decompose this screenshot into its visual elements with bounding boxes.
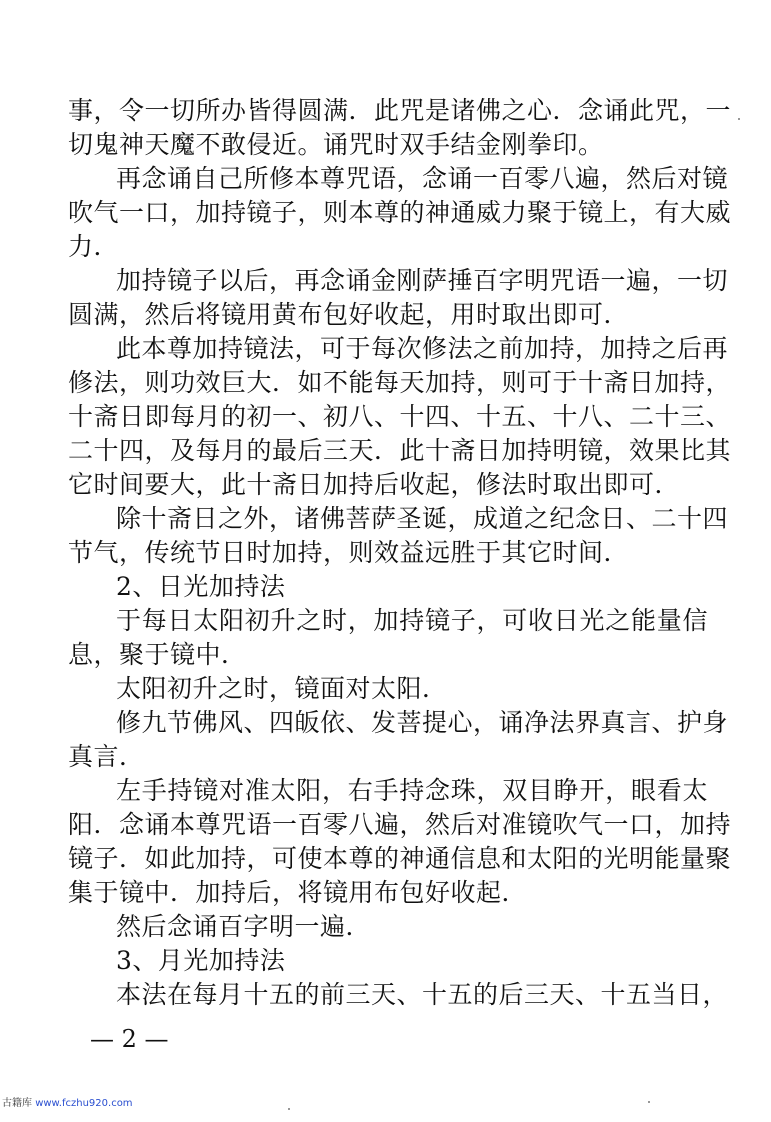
text-line-12: 它时间要大，此十斋日加持后收起，修法时取出即可．: [68, 470, 681, 499]
text-line-20: 真言．: [68, 742, 145, 771]
text-line-25: 然后念诵百字明一遍．: [116, 912, 372, 941]
text-line-24: 集于镜中．加持后，将镜用布包好收起．: [68, 878, 528, 907]
text-line-14: 节气，传统节日时加持，则效益远胜于其它时间．: [68, 538, 630, 567]
watermark-site-name: 古籍库: [2, 1098, 32, 1109]
watermark: [2, 1098, 133, 1110]
text-line-5: 力．: [68, 232, 120, 261]
text-line-23: 镜子．如此加持，可使本尊的神通信息和太阳的光明能量聚: [68, 844, 732, 873]
text-line-11: 二十四，及每月的最后三天．此十斋日加持明镜，效果比其: [68, 436, 732, 465]
text-line-9: 修法，则功效巨大．如不能每天加持，则可于十斋日加持，: [68, 368, 732, 397]
page-number: — 2 —: [90, 1025, 169, 1053]
scan-speck: [288, 1108, 290, 1110]
section-heading-sunlight: 2、日光加持法: [116, 572, 286, 601]
text-line-4: 吹气一口，加持镜子，则本尊的神通威力聚于镜上，有大威: [68, 198, 732, 227]
text-line-22: 阳．念诵本尊咒语一百零八遍，然后对准镜吹气一口，加持: [68, 810, 732, 839]
text-line-16: 于每日太阳初升之时，加持镜子，可收日光之能量信: [116, 606, 708, 635]
text-line-3: 再念诵自己所修本尊咒语，念诵一百零八遍，然后对镜: [116, 164, 729, 193]
text-line-7: 圆满，然后将镜用黄布包好收起，用时取出即可．: [68, 300, 630, 329]
scan-speck: [738, 118, 740, 120]
text-line-18: 太阳初升之时，镜面对太阳．: [116, 674, 448, 703]
watermark-url: www.fczhu920.com: [35, 1098, 133, 1109]
text-line-1: 事，令一切所办皆得圆满．此咒是诸佛之心．念诵此咒，一: [68, 96, 732, 125]
text-line-13: 除十斋日之外，诸佛菩萨圣诞，成道之纪念日、二十四: [116, 504, 729, 533]
text-line-10: 十斋日即每月的初一、初八、十四、十五、十八、二十三、: [68, 402, 732, 431]
text-line-8: 此本尊加持镜法，可于每次修法之前加持，加持之后再: [116, 334, 729, 363]
scan-speck: [648, 1101, 650, 1103]
text-line-6: 加持镜子以后，再念诵金刚萨捶百字明咒语一遍，一切: [116, 266, 729, 295]
text-line-27: 本法在每月十五的前三天、十五的后三天、十五当日，: [116, 980, 729, 1009]
text-line-2: 切鬼神天魔不敢侵近。诵咒时双手结金刚拳印。: [68, 130, 604, 159]
text-line-17: 息，聚于镜中．: [68, 640, 247, 669]
text-line-21: 左手持镜对准太阳，右手持念珠，双目睁开，眼看太: [116, 776, 708, 805]
section-heading-moonlight: 3、月光加持法: [116, 946, 286, 975]
text-line-19: 修九节佛风、四皈依、发菩提心，诵净法界真言、护身: [116, 708, 729, 737]
